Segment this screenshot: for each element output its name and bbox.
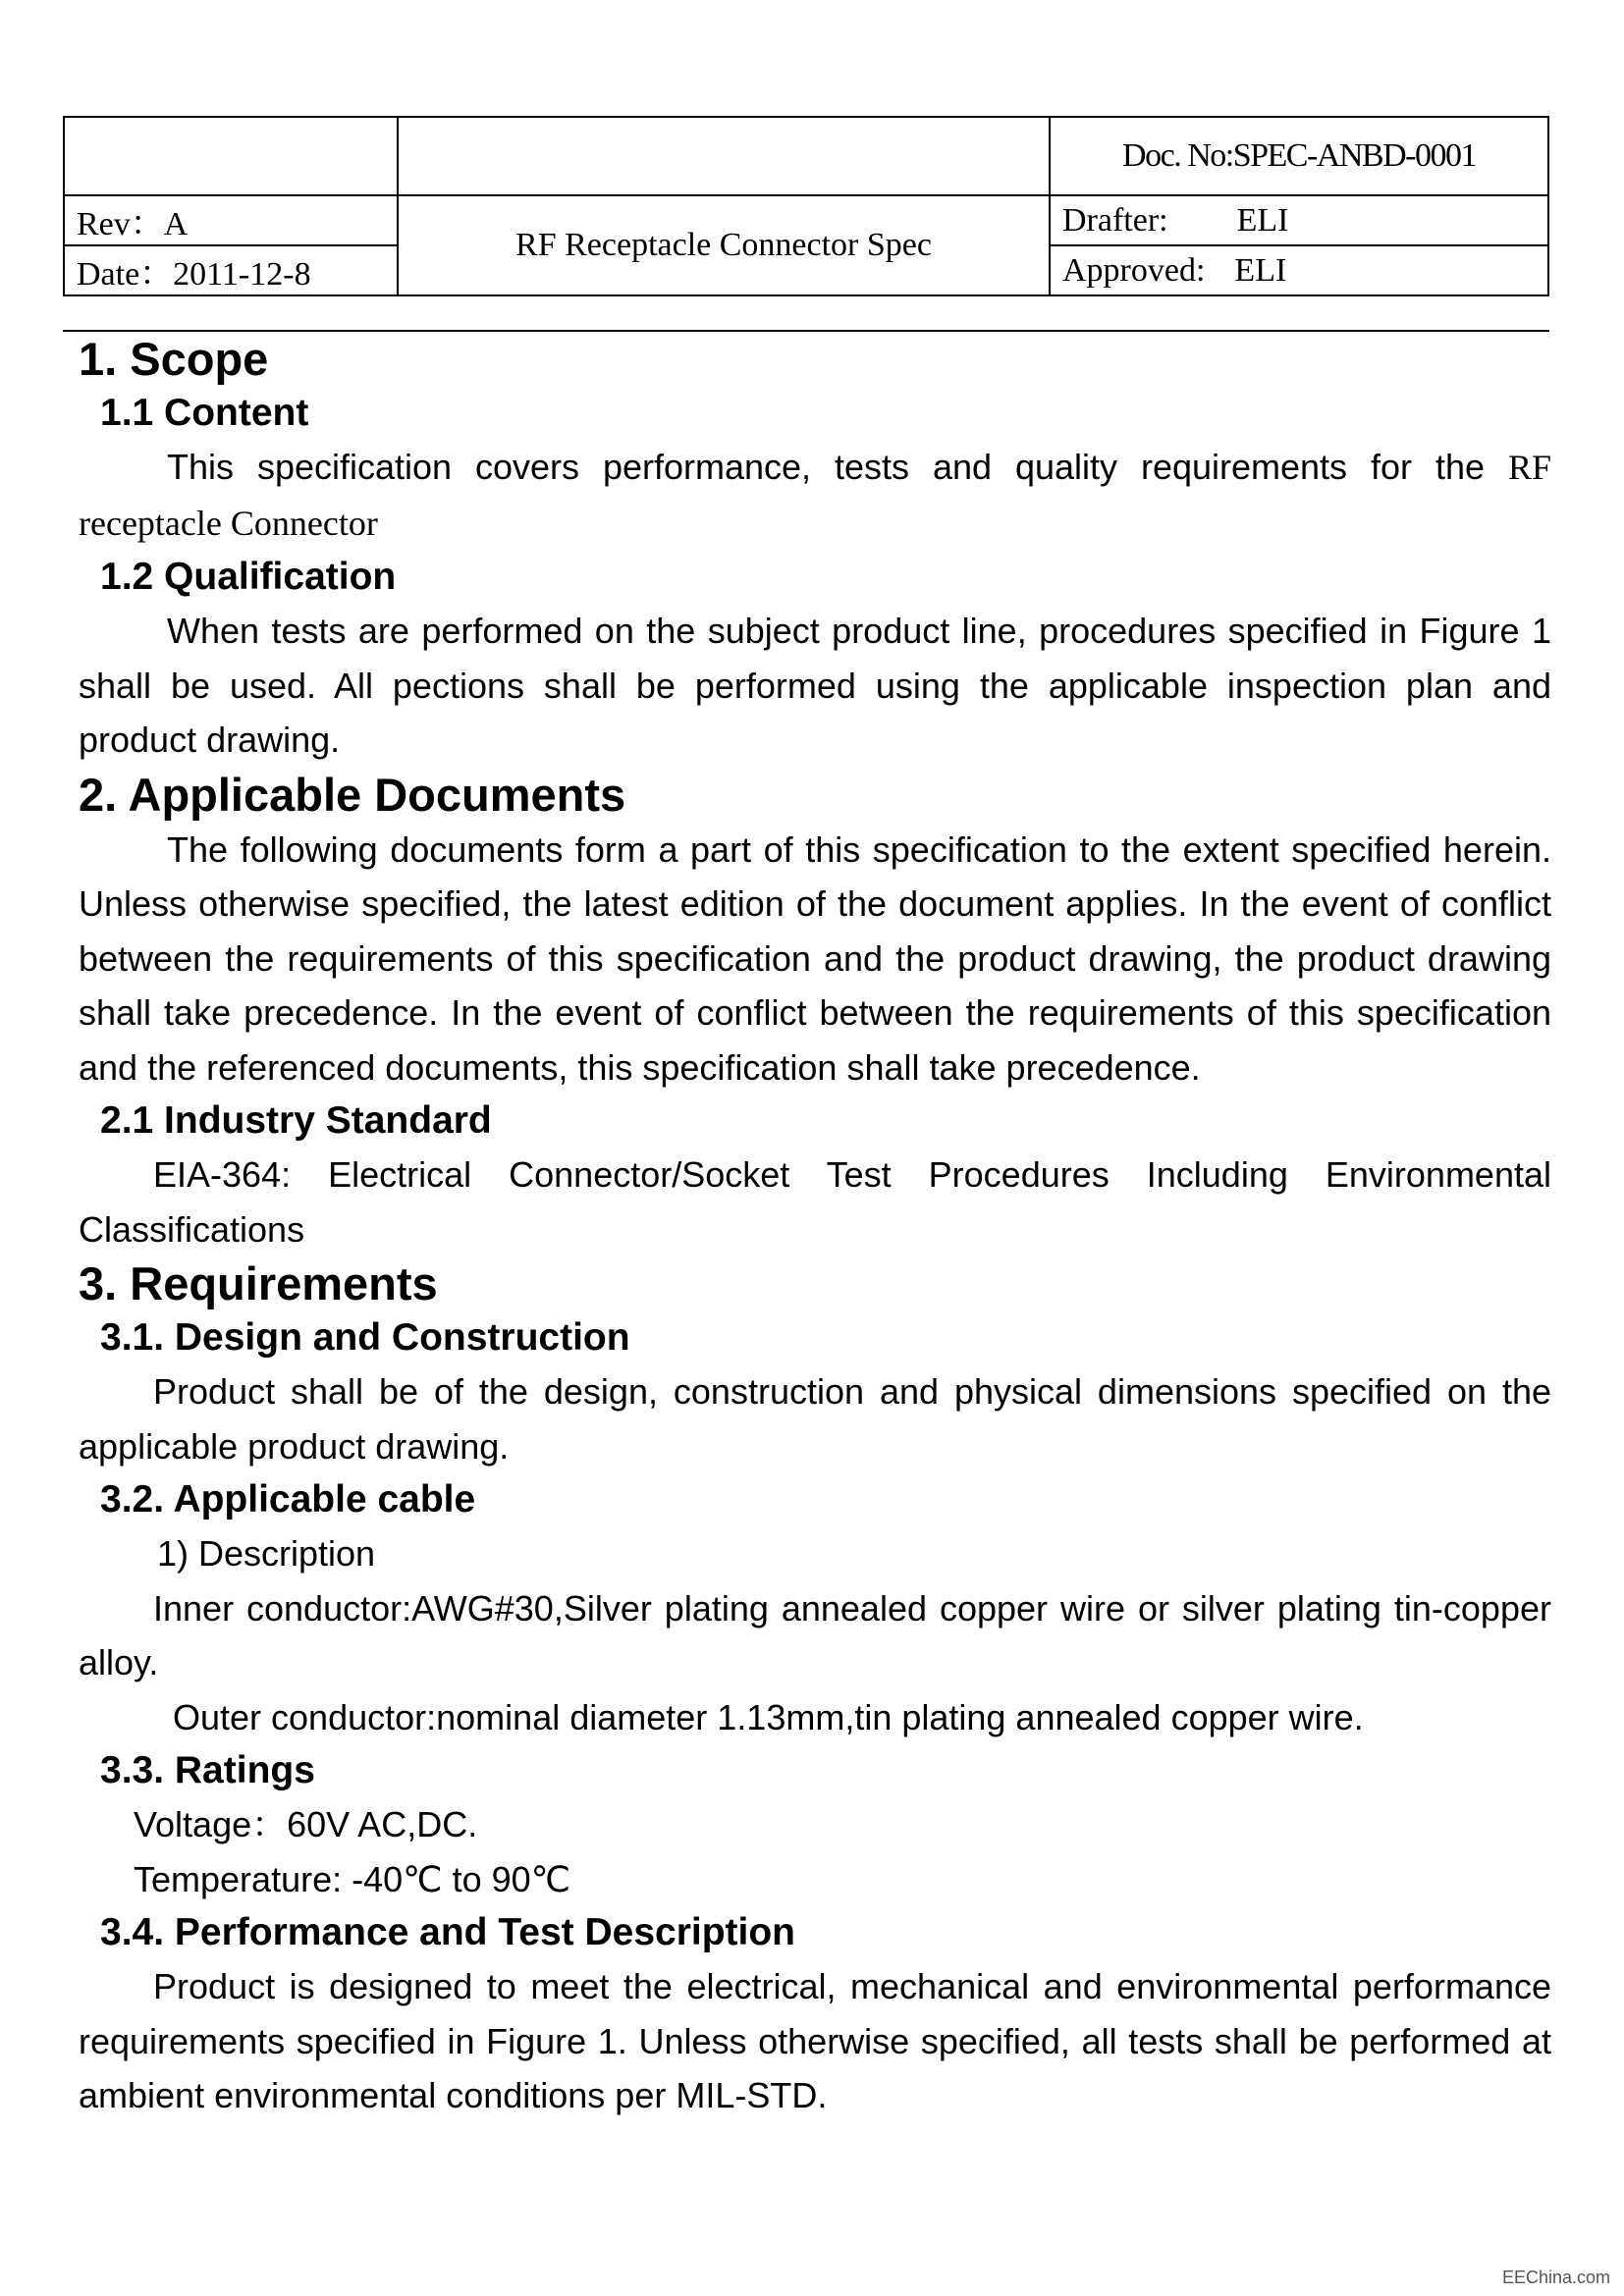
content-paragraph	[79, 440, 1551, 551]
revision: Rev：A	[64, 195, 398, 245]
section-1-heading: 1. Scope	[79, 333, 269, 385]
section-1-1-heading: 1.1 Content	[100, 392, 309, 434]
section-3-3-heading: 3.3. Ratings	[100, 1749, 315, 1791]
design-paragraph: Product shall be of the design, construction and physical dimensions specified on the applicable product drawing.	[79, 1371, 1551, 1467]
header-empty-cell-2	[398, 117, 1050, 195]
section-1-2-heading: 1.2 Qualification	[100, 556, 397, 598]
section-3-heading: 3. Requirements	[79, 1257, 438, 1309]
watermark: EEChina.com	[1501, 2268, 1610, 2287]
header-empty-cell-1	[64, 117, 398, 195]
qualification-paragraph: When tests are performed on the subject product line, procedures specified in Figure 1 shall be used. All pections shall be performed using the applicable inspection plan and product drawing.	[79, 611, 1551, 760]
industry-standard-paragraph: EIA-364: Electrical Connector/Socket Test Procedures Including Environmental Classifications	[79, 1154, 1551, 1250]
content-text: This specification covers performance, tests and quality requirements for the	[167, 447, 1485, 487]
section-3-4-heading: 3.4. Performance and Test Description	[100, 1911, 795, 1953]
section-3-1-heading: 3.1. Design and Construction	[100, 1316, 630, 1359]
content-text-serif: RF receptacle Connector	[79, 448, 1551, 543]
applicable-docs-paragraph: The following documents form a part of this specification to the extent specified herein. Unless otherwise specified, the latest edition of the document applies. In the event of conflict between the requirements of this specification and the product drawing, the product drawing shall take precedence. In the event of conflict between the requirements of this specification and the referenced documents, this specification shall take precedence.	[79, 828, 1551, 1088]
doc-title: RF Receptacle Connector Spec	[398, 195, 1050, 295]
drafter-cell	[1050, 195, 1548, 245]
approved-value: ELI	[1234, 251, 1287, 289]
inner-conductor-paragraph: Inner conductor:AWG#30,Silver plating annealed copper wire or silver plating tin-copper alloy.	[79, 1587, 1551, 1682]
cable-description-label: 1) Description	[157, 1533, 376, 1574]
drafter-label: Drafter:	[1062, 201, 1168, 239]
approved-cell	[1050, 245, 1548, 295]
drafter-value: ELI	[1236, 201, 1289, 239]
doc-number: Doc. No:SPEC-ANBD-0001	[1050, 117, 1548, 195]
approved-label: Approved:	[1062, 251, 1206, 289]
section-3-2-heading: 3.2. Applicable cable	[100, 1478, 476, 1521]
section-2-1-heading: 2.1 Industry Standard	[100, 1099, 492, 1142]
temperature-rating: Temperature: -40℃ to 90℃	[134, 1858, 571, 1899]
date: Date：2011-12-8	[64, 245, 398, 295]
header-table	[63, 116, 1549, 296]
performance-paragraph: Product is designed to meet the electrical, mechanical and environmental performance requirements specified in Figure 1. Unless otherwise specified, all tests shall be performed at ambient environmental conditions per MIL-STD.	[79, 1966, 1551, 2115]
outer-conductor-line: Outer conductor:nominal diameter 1.13mm,tin plating annealed copper wire.	[173, 1696, 1364, 1737]
voltage-rating: Voltage：60V AC,DC.	[134, 1804, 478, 1844]
section-2-heading: 2. Applicable Documents	[79, 768, 626, 821]
document-body	[79, 332, 1551, 2123]
